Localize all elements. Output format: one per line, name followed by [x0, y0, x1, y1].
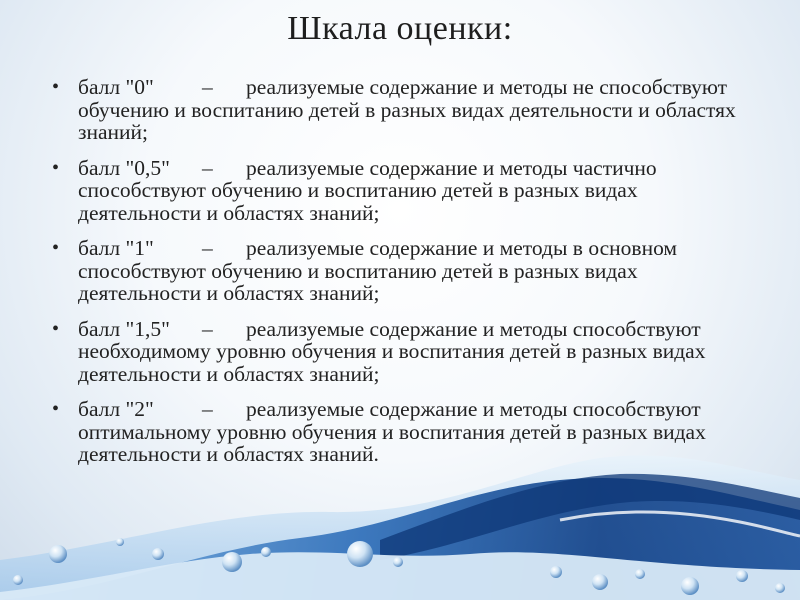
water-drop — [261, 547, 271, 557]
bullet-icon: • — [52, 237, 60, 259]
dash: – — [202, 316, 213, 341]
water-drop — [775, 583, 785, 593]
score-label: балл "0" — [78, 75, 154, 99]
score-description: реализуемые содержание и методы в основном способствуют обучению и воспитанию детей в разных видах деятельности и областях знаний; — [78, 236, 678, 305]
water-drop — [13, 575, 23, 585]
list-item — [48, 76, 760, 144]
bullet-icon: • — [52, 398, 60, 420]
bullet-icon: • — [52, 76, 60, 98]
water-drop — [222, 552, 242, 572]
slide-title: Шкала оценки: — [287, 10, 513, 47]
score-label: балл "1" — [78, 236, 154, 260]
water-drop — [592, 574, 608, 590]
score-description: реализуемые содержание и методы способствуют оптимальному уровню обучения и воспитания детей в разных видах деятельности и областях знаний. — [78, 397, 706, 466]
bullet-icon: • — [52, 317, 60, 340]
water-drop — [116, 538, 124, 546]
score-list — [48, 76, 760, 479]
score-label: балл "0,5" — [78, 155, 170, 180]
water-drop — [681, 577, 699, 595]
dash: – — [202, 397, 213, 421]
list-item — [48, 157, 760, 225]
dash: – — [202, 236, 213, 260]
score-description: реализуемые содержание и методы способствуют необходимому уровню обучения и воспитания детей в разных видах деятельности и областях знаний; — [78, 316, 706, 386]
water-drop — [152, 548, 164, 560]
water-drop — [635, 569, 645, 579]
water-drop — [393, 557, 403, 567]
list-item — [48, 318, 760, 386]
score-label: балл "1,5" — [78, 316, 170, 341]
water-drop — [49, 545, 67, 563]
list-item — [48, 237, 760, 305]
score-description: реализуемые содержание и методы частично способствуют обучению и воспитанию детей в разных видах деятельности и областях знаний; — [78, 155, 657, 225]
water-drop — [550, 566, 562, 578]
water-drop — [347, 541, 373, 567]
dash: – — [202, 155, 213, 180]
water-drop — [736, 570, 748, 582]
bullet-icon: • — [52, 156, 60, 179]
score-description: реализуемые содержание и методы не способствуют обучению и воспитанию детей в разных видах деятельности и областях знаний; — [78, 75, 736, 144]
score-label: балл "2" — [78, 397, 154, 421]
water-wave-decoration — [0, 450, 800, 600]
dash: – — [202, 75, 213, 99]
